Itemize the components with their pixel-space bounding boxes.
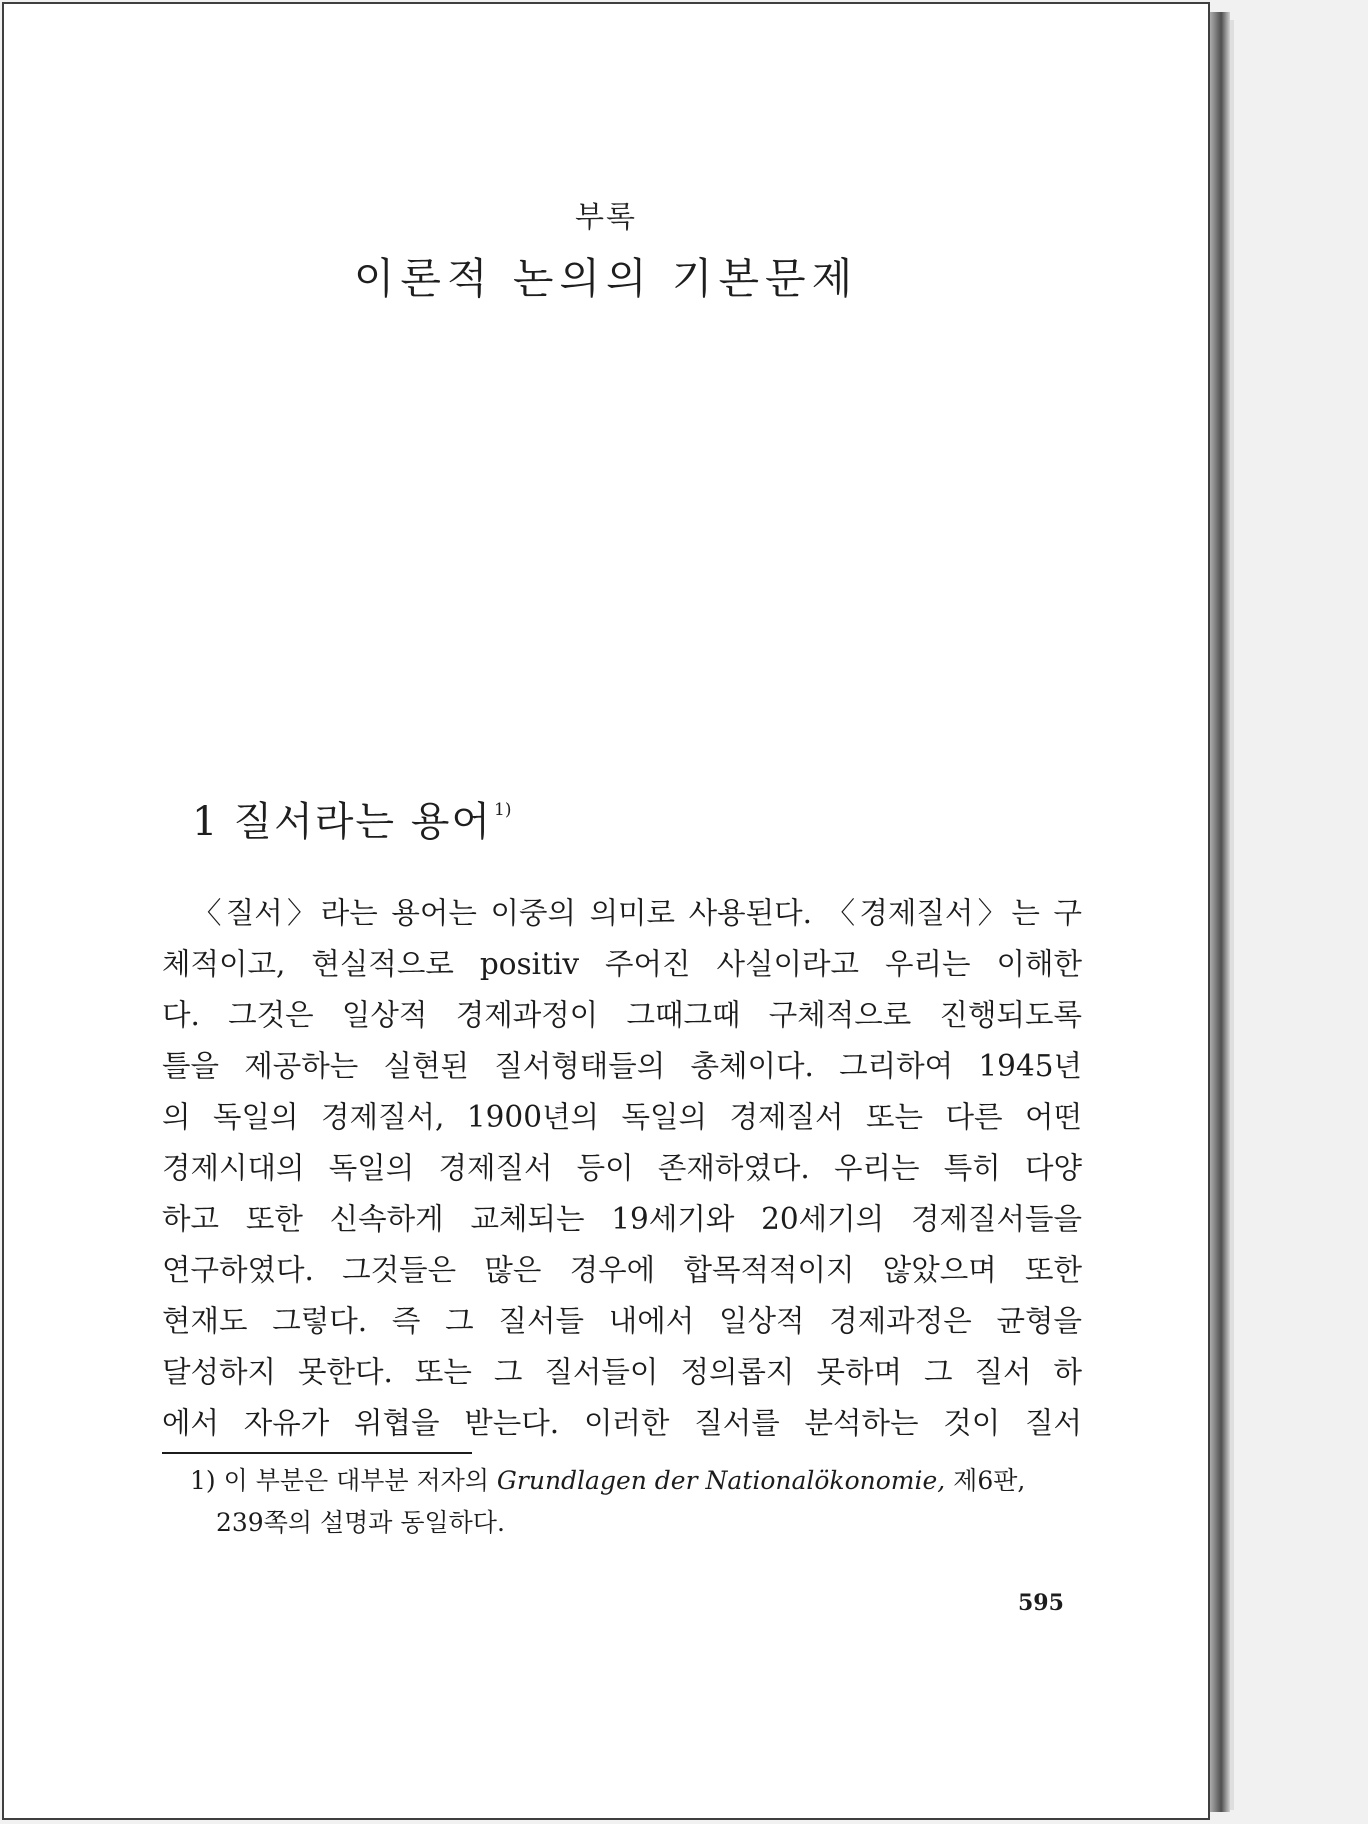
body-line: 틀을 제공하는 실현된 질서형태들의 총체이다. 그리하여 1945년 — [162, 1049, 1082, 1083]
book-page — [2, 2, 1210, 1820]
section-number: 1 — [192, 799, 220, 845]
footnote-text: 이 부분은 대부분 저자의 — [223, 1466, 489, 1495]
body-line: 경제시대의 독일의 경제질서 등이 존재하였다. 우리는 특히 다양 — [162, 1151, 1082, 1185]
footnote-edition: 제6판, — [953, 1466, 1026, 1495]
body-paragraph — [162, 888, 1082, 1449]
body-line: 에서 자유가 위협을 받는다. 이러한 질서를 분석하는 것이 질서 — [162, 1406, 1082, 1440]
body-line: 연구하였다. 그것들은 많은 경우에 합목적적이지 않았으며 또한 — [162, 1253, 1082, 1287]
appendix-title: 이론적 논의의 기본문제 — [353, 254, 859, 303]
footnote-marker: 1) — [190, 1466, 216, 1495]
section-heading — [192, 790, 511, 847]
body-line: 현재도 그렇다. 즉 그 질서들 내에서 일상적 경제과정은 균형을 — [162, 1304, 1082, 1338]
section-title: 질서라는 용어 — [233, 799, 493, 845]
body-line: 하고 또한 신속하게 교체되는 19세기와 20세기의 경제질서들을 — [162, 1202, 1082, 1236]
footnote-line: 239쪽의 설명과 동일하다. — [216, 1508, 505, 1537]
body-line: 〈질서〉라는 용어는 이중의 의미로 사용된다. 〈경제질서〉는 구 — [192, 896, 1082, 930]
footnote-work-title: Grundlagen der Nationalökonomie, — [496, 1466, 946, 1495]
footnote-line — [190, 1460, 1090, 1502]
footnote-divider — [162, 1452, 472, 1454]
body-line: 다. 그것은 일상적 경제과정이 그때그때 구체적으로 진행되도록 — [162, 998, 1082, 1032]
page-edge — [1208, 12, 1230, 1812]
body-line: 의 독일의 경제질서, 1900년의 독일의 경제질서 또는 다른 어떤 — [162, 1100, 1082, 1134]
appendix-label: 부록 — [575, 200, 637, 235]
body-line: 달성하지 못한다. 또는 그 질서들이 정의롭지 못하며 그 질서 하 — [162, 1355, 1082, 1389]
footnote — [190, 1460, 1090, 1544]
body-line: 체적이고, 현실적으로 positiv 주어진 사실이라고 우리는 이해한 — [162, 947, 1082, 981]
page-number: 595 — [1018, 1590, 1064, 1616]
footnote-reference: 1) — [494, 800, 512, 820]
